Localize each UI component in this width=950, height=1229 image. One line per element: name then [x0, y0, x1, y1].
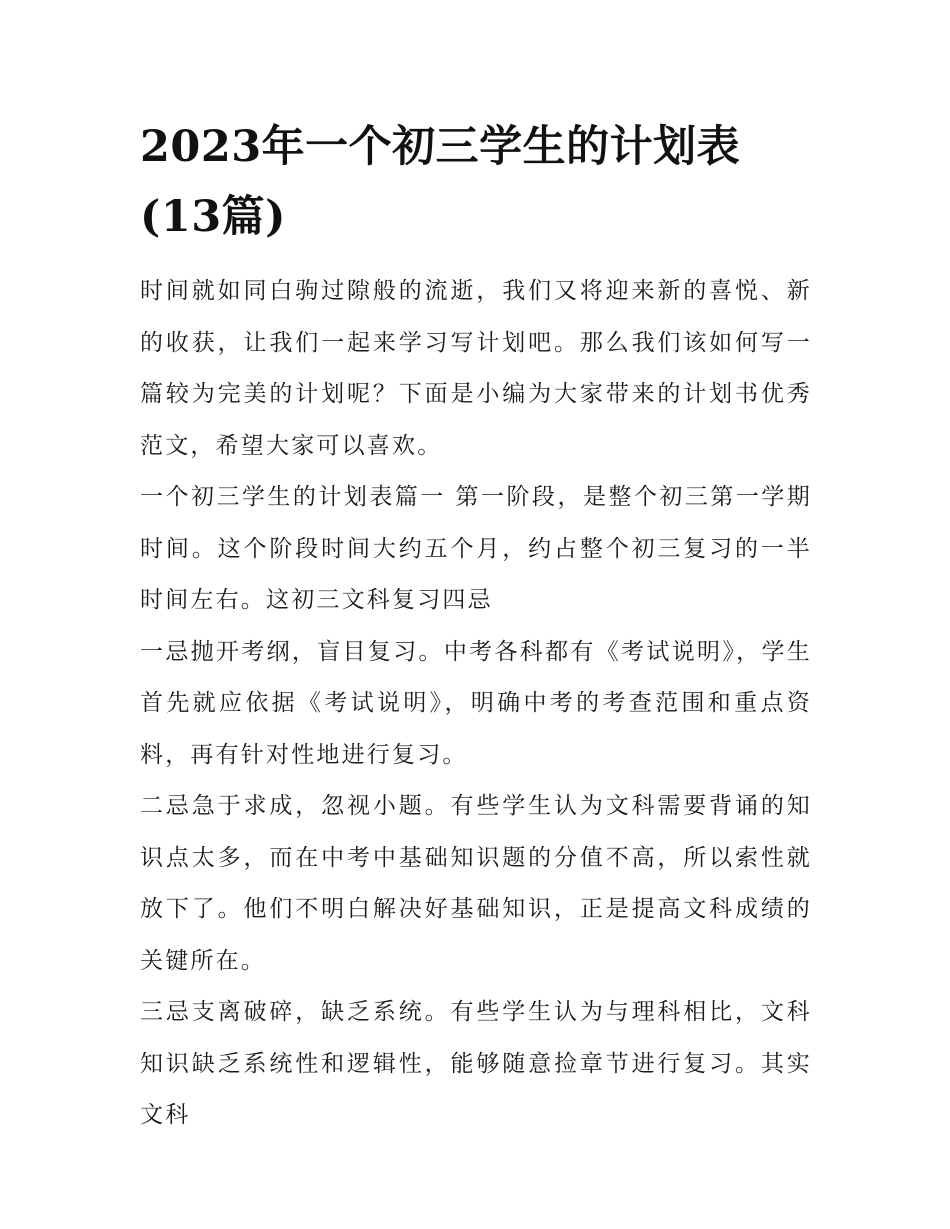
paragraph-intro: 时间就如同白驹过隙般的流逝，我们又将迎来新的喜悦、新的收获，让我们一起来学习写计划吧。那么我们该如何写一篇较为完美的计划呢？下面是小编为大家带来的计划书优秀范文，希望大家可以喜欢。 [140, 278, 812, 459]
paragraph-taboo-one: 一忌抛开考纲，盲目复习。中考各科都有《考试说明》，学生首先就应依据《考试说明》，明确中考的考查范围和重点资料，再有针对性地进行复习。 [140, 638, 812, 768]
paragraph-stage-one: 一个初三学生的计划表篇一 第一阶段，是整个初三第一学期时间。这个阶段时间大约五个月，约占整个初三复习的一半时间左右。这初三文科复习四忌 [140, 484, 812, 613]
paragraph-taboo-two: 二忌急于求成，忽视小题。有些学生认为文科需要背诵的知识点太多，而在中考中基础知识题的分值不高，所以索性就放下了。他们不明白解决好基础知识，正是提高文科成绩的关键所在。 [140, 793, 812, 974]
document-title: 2023年一个初三学生的计划表(13篇) [140, 122, 741, 242]
paragraph-taboo-three: 三忌支离破碎，缺乏系统。有些学生认为与理科相比，文科知识缺乏系统性和逻辑性，能够随意捡章节进行复习。其实文科 [140, 999, 812, 1128]
document-page [140, 112, 812, 1142]
